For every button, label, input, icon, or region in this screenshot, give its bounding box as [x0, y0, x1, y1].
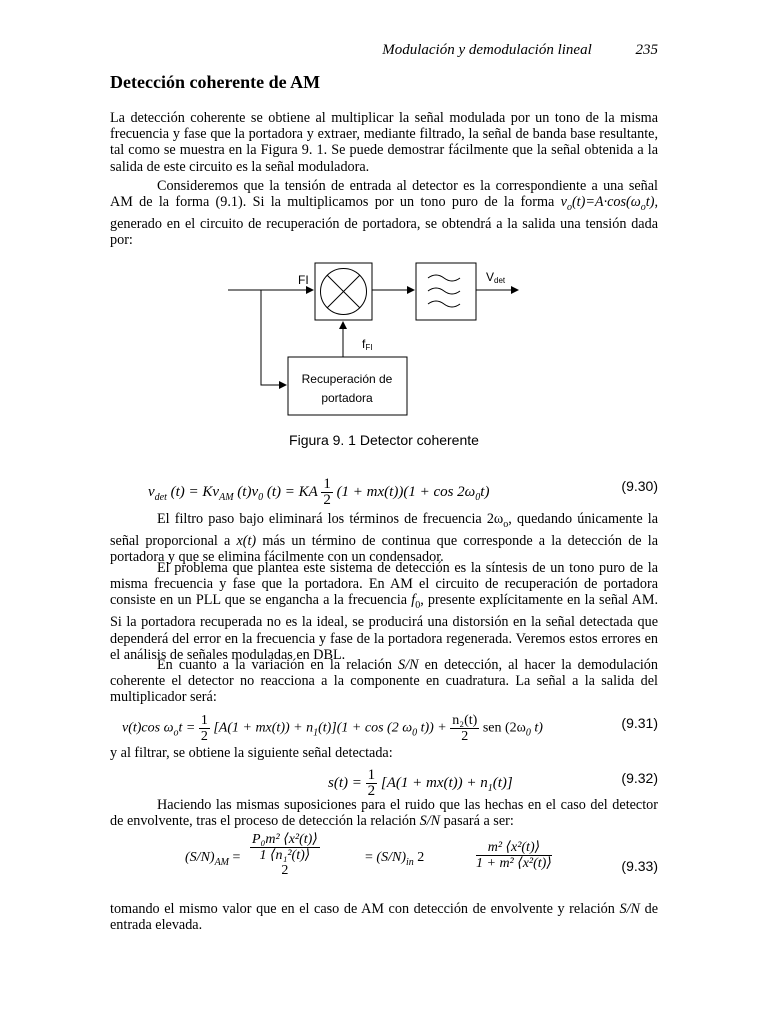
p2-sub-o2: o [640, 202, 646, 214]
input-to-recovery-line [261, 290, 286, 385]
p8-b: S/N [619, 901, 640, 917]
eq932-fraction [366, 768, 378, 799]
eq930-number: (9.30) [621, 478, 658, 494]
p4-d: , presente explícitamente en la señal AM. Si la portadora recuperada no es la ideal, se producirá una distorsión en la señal detectada que dependerá del error en la frecuencia y fase de la portadora regenerada. Veremos estos errores en el análisis de señales moduladas en DBL. [110, 592, 659, 663]
eq933-den1c: 2 [281, 863, 289, 878]
p4-b: f [411, 592, 416, 609]
eq931-body2-sub: 0 [412, 727, 418, 739]
p5-a: En cuanto a la variación en la relación [157, 657, 399, 673]
eq932-lhs: s(t) = [328, 774, 362, 791]
eq930-fraction [321, 477, 333, 508]
equation-9-32 [110, 762, 658, 798]
p2-text-g: , generado en el circuito de recuperación de portadora, se obtendrá a la salida una tensión dada por: [110, 194, 658, 249]
eq931-num: 1 [200, 713, 208, 728]
eq931-num2: n₂(t) [452, 713, 478, 728]
p2-func-end: t) [645, 194, 655, 211]
eq932-body: [A(1 + mx(t)) + n [380, 774, 488, 791]
p3-d: x(t) [236, 533, 257, 550]
p5-c: en detección, al hacer la demodulación coherente el detector no reacciona a la componente en cuadratura. La señal a la salida del multiplicador será: [110, 657, 658, 706]
eq933-mid: = $(S/N)_{in}$ 2 [365, 850, 425, 868]
p5-b: S/N [398, 657, 419, 673]
equation-9-30 [110, 470, 658, 506]
eq933-n: N [200, 850, 210, 865]
eq930-rhs: (1 + mx(t))(1 + cos 2ω [336, 483, 476, 500]
eq933-num2: m² ⟨x²(t)⟩ [476, 840, 552, 856]
filter-box [416, 263, 476, 320]
paragraph-5 [110, 657, 658, 706]
figure-caption: Figura 9. 1 Detector coherente [289, 432, 479, 448]
eq932-num: 1 [367, 767, 376, 783]
paragraph-8 [110, 901, 658, 933]
eq933-fraction-1 [250, 832, 320, 878]
eq933-num1: P₀m² ⟨x²(t)⟩ [252, 832, 318, 847]
eq931-body3: t)) + [417, 720, 447, 736]
eq933-eq2: = [365, 850, 373, 865]
eq933-den1b: ⟨n₁²(t)⟩ [270, 848, 311, 863]
eq930-lhs: v [148, 483, 155, 500]
eq930-rhs-sub: 0 [475, 491, 481, 503]
p2-func: (t)=A·cos(ω [571, 194, 641, 211]
paragraph-7 [110, 797, 658, 829]
p3-b: o [503, 518, 509, 530]
eq931-den: 2 [200, 729, 208, 744]
p8-a: tomando el mismo valor que en el caso de AM con detección de envolvente y relación [110, 901, 620, 917]
eq930-mid2-sub: 0 [258, 491, 264, 503]
eq930-mid2: (t)v [237, 483, 259, 500]
paragraph-3 [110, 511, 658, 565]
eq933-lhs: $(S/N)_{AM}$ = [185, 850, 241, 868]
recovery-label-1: Recuperación de [301, 372, 393, 386]
eq933-s2: S [381, 850, 389, 865]
p4-c: 0 [415, 600, 421, 612]
eq933-two: 2 [417, 850, 425, 865]
eq930-rhs2: t) [480, 483, 490, 500]
p2-sub-o: o [566, 202, 572, 214]
eq931-body: [A(1 + mx(t)) + n [213, 720, 314, 736]
eq931-fraction-2 [450, 713, 479, 744]
eq930-mid-sub: AM [219, 491, 234, 503]
page-number: 235 [635, 42, 658, 58]
eq931-lhs2: t = [178, 720, 196, 736]
eq933-number: (9.33) [621, 858, 658, 874]
lowpass-filter-icon [428, 275, 460, 307]
eq933-den2: 1 + m² ⟨x²(t)⟩ [476, 856, 552, 871]
equation-9-31 [110, 707, 658, 743]
p3-e: más un término de continua que corresponde a la detección de la portadora y que se elimina fácilmente con un condensador. [110, 533, 659, 566]
carrier-recovery-box [288, 357, 407, 415]
p7-b: S/N [419, 813, 441, 830]
p8-c: de entrada elevada. [110, 901, 658, 934]
header-title: Modulación y demodulación lineal [382, 42, 592, 58]
p7-a: Haciendo las mismas suposiciones para el ruido que las hechas en el caso del detector de envolvente, tras el proceso de detección la relación [110, 797, 658, 830]
eq930-mid: (t) = Kv [170, 483, 220, 500]
eq932-number: (9.32) [621, 770, 658, 786]
eq931-lhs-sub: o [173, 727, 179, 739]
eq931-tail-sub: 0 [525, 727, 531, 739]
paragraph-4 [110, 560, 658, 663]
eq931-lhs: v(t)cos ω [122, 720, 174, 736]
eq933-eq1: = [232, 850, 241, 865]
eq933-s: S [189, 850, 197, 865]
eq933-den1a: 1 [259, 848, 267, 863]
recovery-label-2: portadora [321, 391, 373, 405]
eq931-number: (9.31) [621, 715, 658, 731]
eq930-num: 1 [323, 476, 331, 492]
eq930-den: 2 [323, 492, 331, 508]
eq931-tail2: t) [530, 720, 543, 736]
label-vdet: Vdet [486, 270, 506, 285]
eq931-fraction-1 [199, 713, 210, 744]
paragraph-6: y al filtrar, se obtiene la siguiente señal detectada: [110, 745, 393, 761]
eq931-den2: 2 [461, 729, 469, 744]
p2-v: v [560, 194, 567, 211]
p3-a: El filtro paso bajo eliminará los términos de frecuencia 2ω [157, 511, 504, 527]
eq931-body2: (t)](1 + cos (2 ω [318, 720, 413, 736]
eq932-body2: (t)] [492, 774, 513, 791]
p2-text-a: Consideremos que la tensión de entrada al detector es la correspondiente a una señal AM de la forma (9.1). Si la multiplicamos por un tono puro de la forma [110, 178, 658, 211]
eq930-lhs-sub: det [154, 491, 167, 503]
eq933-n2: N [391, 850, 402, 865]
p3-c: , quedando únicamente la señal proporcional a [110, 511, 658, 550]
eq933-am: AM [214, 856, 230, 868]
paragraph-1: La detección coherente se obtiene al multiplicar la señal modulada por un tono de la misma frecuencia y fase que la portadora y extraer, mediante filtrado, la señal de banda base resultante, tal como se muestra en la Figura 9. 1. Se puede demostrar fácilmente que la señal obtenida a la salida de este circuito es la señal moduladora. [110, 110, 658, 175]
p7-c: pasará a ser: [440, 813, 514, 830]
eq931-body-sub: 1 [313, 727, 319, 739]
eq930-mid3: (t) = KA [266, 483, 318, 500]
eq932-body-sub: 1 [487, 782, 493, 794]
equation-9-33 [110, 830, 658, 900]
eq933-in: in [405, 856, 414, 868]
eq931-tail: sen (2ω [482, 720, 526, 736]
label-ffi: fFI [362, 337, 373, 352]
p4-a: El problema que plantea este sistema de detección es la síntesis de un tono puro de la misma frecuencia y fase que la portadora. En AM el circuito de recuperación de portadora consiste en un PLL que se engancha a la frecuencia [110, 560, 658, 609]
label-fi: FI [298, 273, 309, 287]
eq932-den: 2 [367, 783, 376, 799]
section-title: Detección coherente de AM [110, 72, 321, 92]
eq933-fraction-2 [476, 840, 552, 871]
